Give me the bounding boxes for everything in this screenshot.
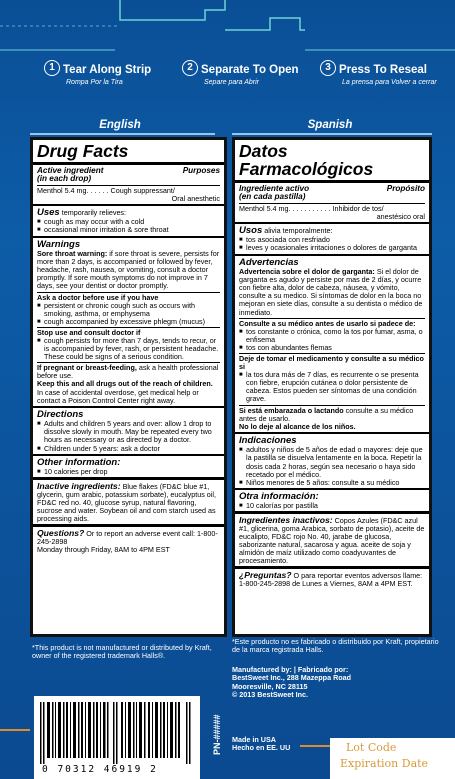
column-header-english: English xyxy=(99,119,141,131)
other-info-item: ■ 10 calories per drop xyxy=(37,468,220,476)
ingrediente-activo-sub xyxy=(239,193,425,202)
step-3 xyxy=(320,60,437,86)
active-ingredient-line: Menthol 5.4 mg. . . . . . Cough suppressant/ xyxy=(37,185,175,195)
step-3-number: 3 xyxy=(320,60,336,76)
step-1-title: Tear Along Strip xyxy=(63,64,152,76)
consulte-heading: Consulte a su médico antes de usarlo si padece de: xyxy=(239,318,416,328)
indicaciones-item: ■ adultos y niños de 5 años de edad o mayores: deje que la pastilla se disuelva lentamente en la boca. Repetir la dosis cada 2 horas, según sea necesario o haya sido recetado por el médico. xyxy=(239,446,425,478)
manufacturer-info xyxy=(232,666,432,700)
divider xyxy=(235,222,429,225)
preguntas-heading: ¿Preguntas? xyxy=(239,569,292,580)
divider xyxy=(33,162,224,165)
manufacturer-line-3: Mooresville, NC 28115 xyxy=(232,681,308,691)
top-decoration xyxy=(0,0,455,58)
directions-heading: Directions xyxy=(37,409,84,421)
trademark-note-english: *This product is not manufactured or distributed by Kraft, owner of the registered trademark Halls®. xyxy=(32,643,212,661)
usos-item: ■ tos asociada con resfriado xyxy=(239,236,425,244)
stop-use-item: ■ cough persists for more than 7 days, tends to recur, or is accompanied by fever, rash, or persistent headache. These could be signs of a serious condition. xyxy=(37,337,220,361)
column-rule-spanish xyxy=(232,133,432,135)
keep-away-text: In case of accidental overdose, get medical help or contact a Poison Control Center right away. xyxy=(37,387,199,405)
stop-use-heading: Stop use and consult doctor if xyxy=(37,327,141,337)
pregnancy-text: ask a health professional before use. xyxy=(37,363,219,381)
hecho-en: Hecho en EE. UU xyxy=(232,743,291,753)
other-info-heading: Other information: xyxy=(37,457,121,469)
step-2-number: 2 xyxy=(182,60,198,76)
drug-facts-title: Drug Facts xyxy=(37,141,129,161)
uses-item: ■ occasional minor irritation & sore throat xyxy=(37,226,220,234)
active-ingredient-sub xyxy=(37,175,220,184)
otra-info-item: ■ 10 calorías por pastilla xyxy=(239,502,425,510)
drug-facts-panel-english xyxy=(30,137,227,637)
directions-item: ■ Adults and children 5 years and over: allow 1 drop to dissolve slowly in mouth. May be repeated every two hours as necessary or as directed by a doctor. xyxy=(37,420,220,444)
dolor-garganta-label: Advertencia sobre el dolor de garganta: xyxy=(239,267,375,277)
ingrediente-activo-line: Menthol 5.4 mg. . . . . . . . . . . Inhibidor de tos/ xyxy=(239,203,384,213)
column-rule-english xyxy=(30,133,215,135)
active-ingredient-purpose: Oral anesthetic xyxy=(171,193,220,203)
questions-text: Or to report an adverse event call: 1-800-245-2898 xyxy=(37,528,218,546)
step-3-title: Press To Reseal xyxy=(339,64,428,76)
inactive-heading: Inactive ingredients: xyxy=(37,480,121,491)
deje-heading: Deje de tomar el medicamento y consulte a su médico si xyxy=(239,354,424,372)
active-ingredient-sublabel: (in each drop) xyxy=(37,174,92,184)
manufacturer-line-1: Manufactured by: | Fabricado por: xyxy=(232,665,349,674)
proposito-label: Propósito xyxy=(386,183,425,193)
divider xyxy=(235,488,429,491)
otra-info-heading: Otra información: xyxy=(239,491,319,503)
inactive-text: Blue flakes (FD&C blue #1, glycerin, gum arabic, potassium sorbate), eucalyptus oil, FD&C red no. 40, glucose syrup, natural flavoring, sucrose and water. Soybean oil and corn starch used as processing aids. xyxy=(37,481,216,524)
indicaciones-item: ■ Niños menores de 5 años: consulte a su médico xyxy=(239,479,425,487)
step-3-subtitle: La prensa para Volver a cerrar xyxy=(342,79,437,86)
uses-intro: temporarily relieves: xyxy=(61,208,127,218)
divider xyxy=(33,524,224,527)
advertencias-heading: Advertencias xyxy=(239,257,299,269)
consulte-item: ■ tos constante o crónica, como la tos por fumar, asma, o enfisema xyxy=(239,328,425,344)
purposes-label: Purposes xyxy=(182,165,220,175)
lot-code-label: Lot Code xyxy=(346,741,397,754)
deje-item: ■ la tos dura más de 7 días, es recurrente o se presenta con fiebre, erupción cutánea o dolor persistente de cabeza. Estos pueden ser síntomas de una condición grave. xyxy=(239,371,425,403)
divider xyxy=(33,204,224,207)
trademark-note-spanish: *Este producto no es fabricado o distribuido por Kraft, propietario de la marca registrada Halls. xyxy=(232,637,439,655)
alcance-ninos: No lo deje al alcance de los niños. xyxy=(239,421,356,431)
embarazada-label: Si está embarazada o lactando xyxy=(239,405,344,415)
datos-title: Datos xyxy=(239,141,288,161)
divider xyxy=(235,254,429,257)
divider xyxy=(33,236,224,239)
questions-hours: Monday through Friday, 8AM to 4PM EST xyxy=(37,544,170,554)
part-number: PN-##### xyxy=(212,714,222,756)
inactivos-text: Copos Azules (FD&C azul #1, glicerina, goma Arabica, sorbato de potasio), aceite de eucalipto, FD&C rojo No. 40, jarabe de glucosa, saborizante natural, sacarosa y agua. aceite de soja y almidón de maíz utilizado como coadyuvantes de procesamiento. xyxy=(239,515,425,566)
barcode-icon xyxy=(34,696,200,766)
divider xyxy=(235,566,429,569)
inactivos-heading: Ingredientes inactivos: xyxy=(239,514,333,525)
questions-heading: Questions? xyxy=(37,527,85,538)
warnings-heading: Warnings xyxy=(37,239,81,251)
uses-item: ■ cough as may occur with a cold xyxy=(37,218,220,226)
lot-code-pointer-left xyxy=(0,729,30,731)
expiration-date-label: Expiration Date xyxy=(340,757,429,770)
dolor-garganta-text: Si el dolor de garganta es agudo y persiste por mas de 2 días, y ocurre con fiebre alta, dolor de cabeza, náusea, y vómito, consulte a su medico. Si síntomas de dolor en la boca no mejoran en siete días, consulte a su dentista o médico de inmediato. xyxy=(239,267,423,317)
divider xyxy=(235,432,429,435)
uses-heading: Uses xyxy=(37,207,60,219)
preguntas-text: O para reportar eventos adversos llame: 1-800-245-2898 de Lunes a Viernes, 8AM a 4PM EST. xyxy=(239,570,423,589)
ingrediente-activo-label: Ingrediente activo xyxy=(239,183,310,193)
sore-throat-warning-text: if sore throat is severe, persists for more than 2 days, is accompanied or followed by fever, headache, rash, nausea, or vomiting, consult a doctor promptly. If sore mouth symptoms do not improve in 7 days, see your dentist or doctor promptly. xyxy=(37,249,220,291)
divider xyxy=(33,477,224,480)
step-1 xyxy=(44,60,151,86)
step-2-subtitle: Separe para Abrir xyxy=(204,79,259,86)
drug-facts-panel-spanish xyxy=(232,137,432,637)
ingrediente-activo-purpose: anestésico oral xyxy=(376,211,425,221)
pregnancy-label: If pregnant or breast-feeding, xyxy=(37,363,137,373)
lot-code-pointer xyxy=(300,745,330,747)
usos-intro: alivia temporalmente: xyxy=(264,226,333,236)
barcode-number: 0 70312 46919 2 xyxy=(42,764,158,775)
consulte-item: ■ tos con abundantes flemas xyxy=(239,344,425,352)
column-header-spanish: Spanish xyxy=(307,119,353,131)
made-in-usa: Made in USA xyxy=(232,735,276,744)
embarazada-text: consulte a su médico antes de usarlo. xyxy=(239,405,414,423)
active-ingredient-label: Active ingredient xyxy=(37,165,104,175)
usos-heading: Usos xyxy=(239,225,263,237)
indicaciones-heading: Indicaciones xyxy=(239,435,297,447)
step-2-title: Separate To Open xyxy=(201,64,299,76)
step-1-subtitle: Rompa Por la Tira xyxy=(66,79,123,86)
sore-throat-warning-label: Sore throat warning: xyxy=(37,249,108,259)
divider xyxy=(235,511,429,514)
opening-steps xyxy=(44,60,444,86)
ask-doctor-item: ■ cough accompanied by excessive phlegm (mucus) xyxy=(37,318,220,326)
manufacturer-line-4: © 2013 BestSweet Inc. xyxy=(232,690,309,700)
keep-away-label: Keep this and all drugs out of the reach of children. xyxy=(37,379,213,389)
divider xyxy=(235,180,429,183)
ingrediente-activo-sublabel: (en cada pastilla) xyxy=(239,192,306,202)
ask-doctor-item: ■ persistent or chronic cough such as occurs with smoking, asthma, or emphysema xyxy=(37,302,220,318)
manufacturer-line-2: BestSweet Inc., 288 Mazeppa Road xyxy=(232,673,352,683)
usos-item: ■ leves y ocasionales irritaciones o dolores de garganta xyxy=(239,244,425,252)
ask-doctor-heading: Ask a doctor before use if you have xyxy=(37,292,159,302)
divider xyxy=(33,406,224,409)
datos-title-line2: Farmacológicos xyxy=(239,159,374,179)
step-2 xyxy=(182,60,299,86)
step-1-number: 1 xyxy=(44,60,60,76)
directions-item: ■ Children under 5 years: ask a doctor xyxy=(37,445,220,453)
divider xyxy=(33,454,224,457)
